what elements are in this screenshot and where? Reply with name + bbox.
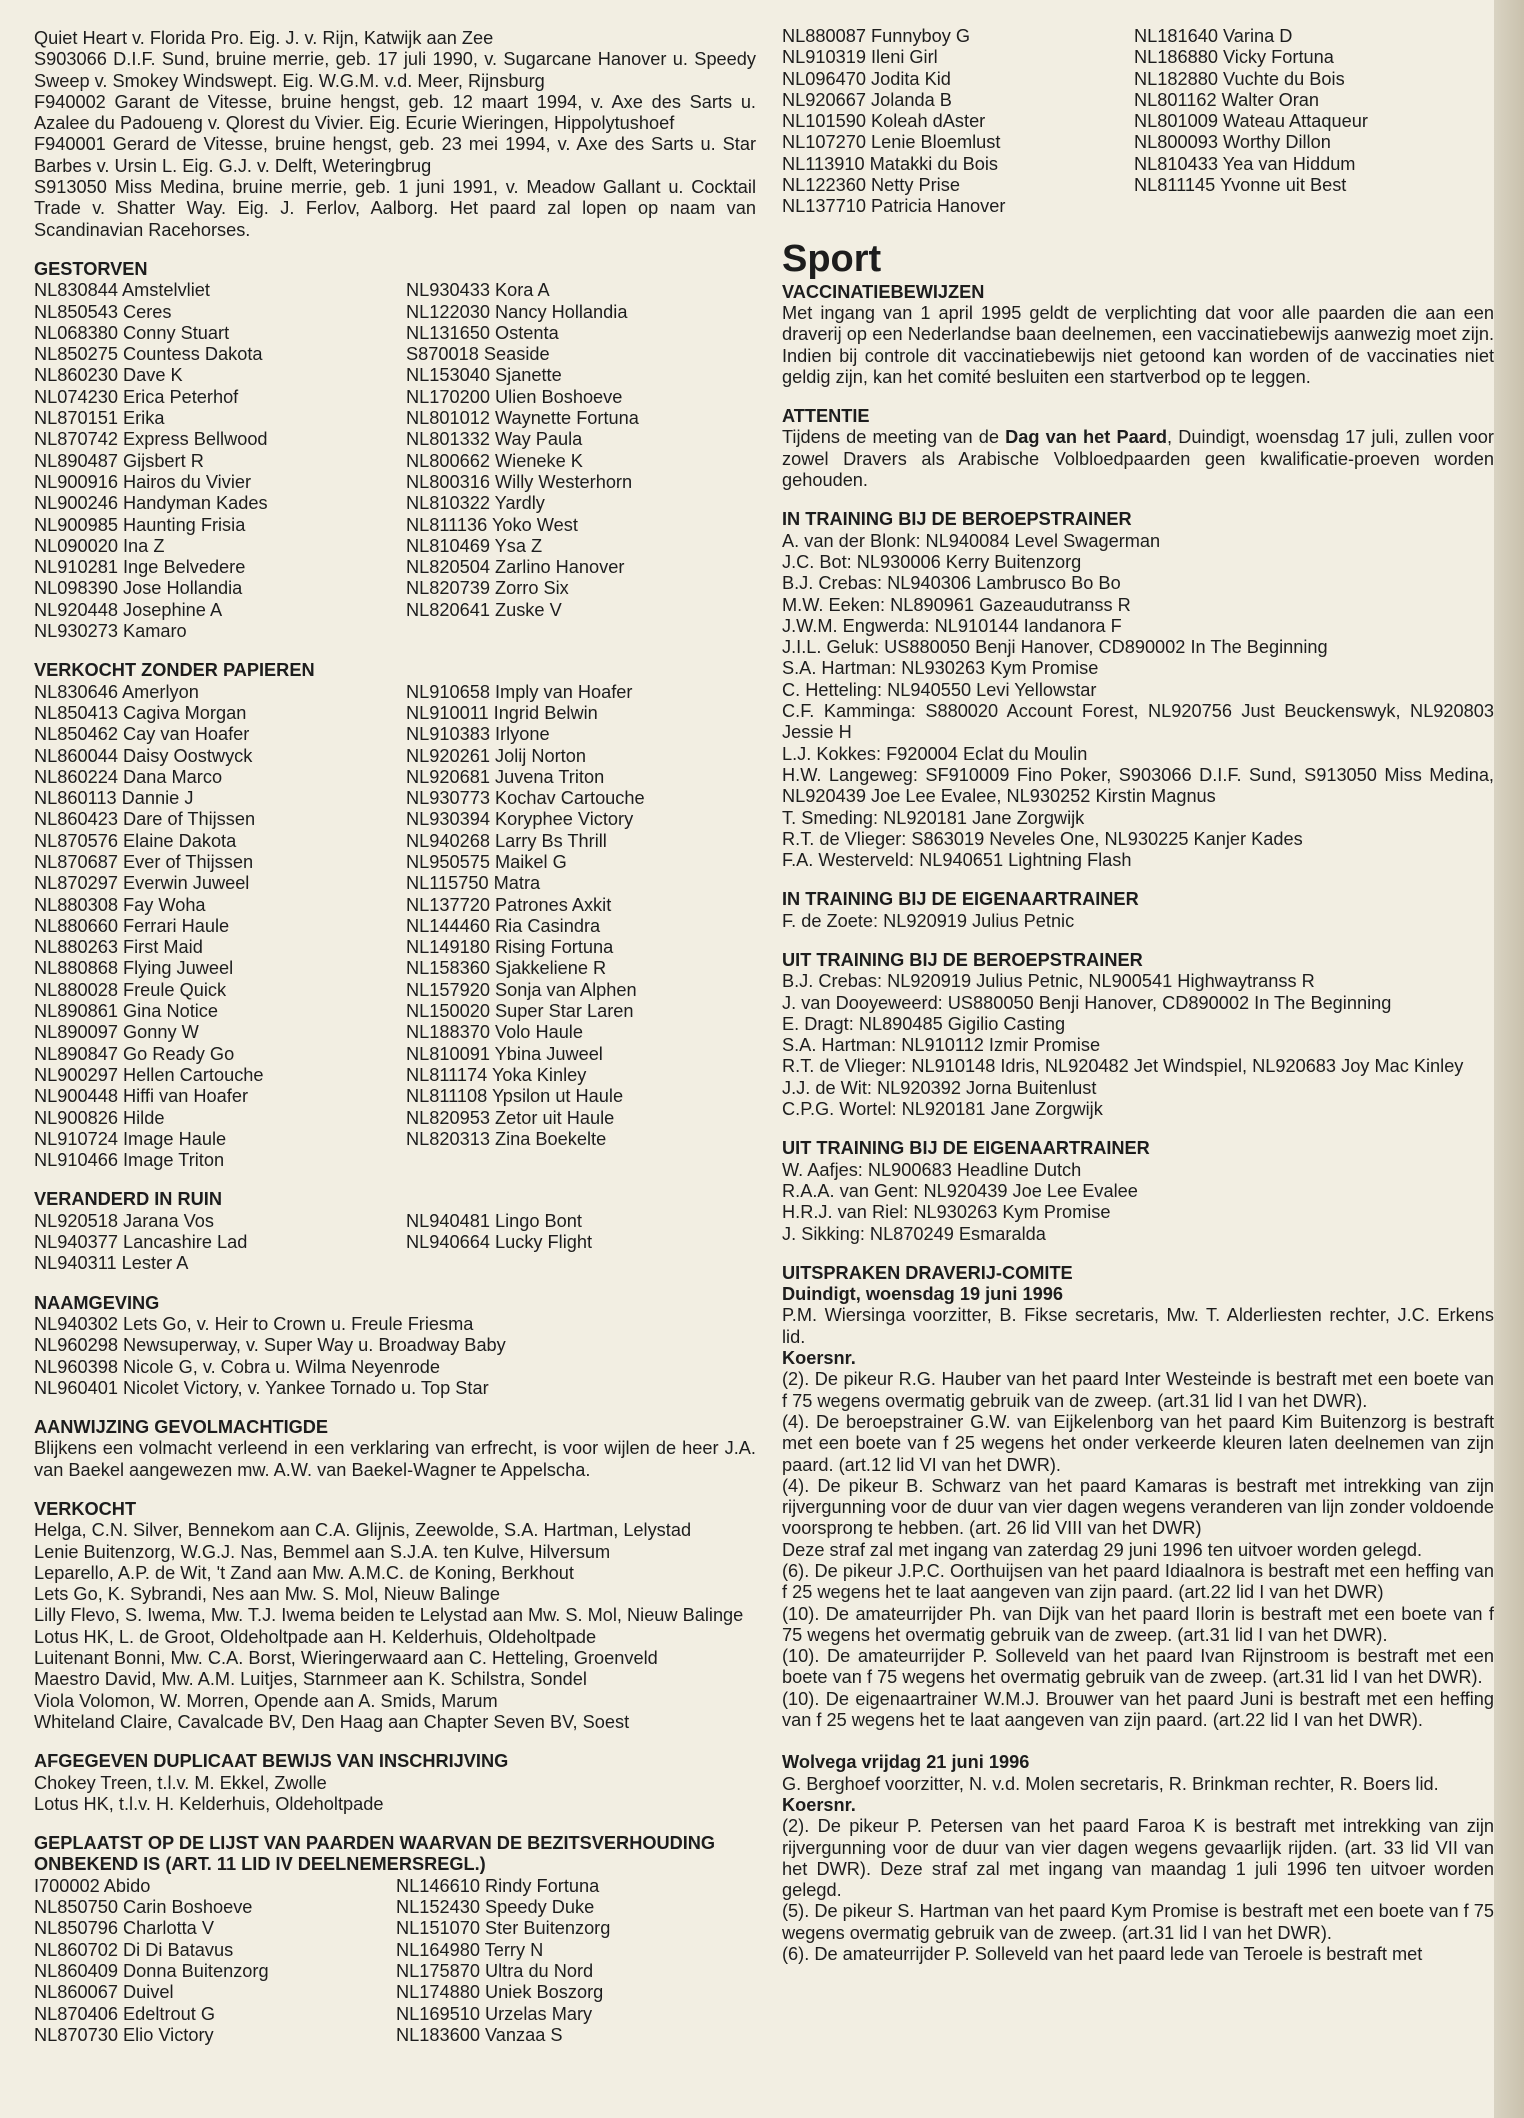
list-item: J.J. de Wit: NL920392 Jorna Buitenlust xyxy=(782,1077,1097,1098)
list-item: NL830646 Amerlyon xyxy=(34,681,199,702)
list-item: NL152430 Speedy Duke xyxy=(396,1897,595,1918)
intro-line: F940002 Garant de Vitesse, bruine hengst, geb. 12 maart 1994, v. Axe des Sarts u. Azalee du Padoueng v. Qlorest du Vivier. Eig. Ecurie Wieringen, Hippolytushoef xyxy=(34,91,756,134)
list-item: NL074230 Erica Peterhof xyxy=(34,386,239,407)
list-item: NL096470 Jodita Kid xyxy=(782,68,951,89)
list-item: C. Hetteling: NL940550 Levi Yellowstar xyxy=(782,679,1097,700)
list-item: Chokey Treen, t.l.v. M. Ekkel, Zwolle xyxy=(34,1772,327,1793)
left-column xyxy=(34,28,756,2046)
list-item: NL150020 Super Star Laren xyxy=(406,1001,634,1022)
horse-list-col2 xyxy=(406,682,756,1172)
list-item: NL870576 Elaine Dakota xyxy=(34,830,237,851)
list-item: NL101590 Koleah dAster xyxy=(782,111,986,132)
section-heading: GESTORVEN xyxy=(34,258,148,279)
list-item: (5). De pikeur S. Hartman van het paard Kym Promise is bestraft met een boete van f 75 wegens overmatig gebruik van de zweep. (art.31 lid I van het DWR). xyxy=(782,1901,1494,1943)
attentie-event: Dag van het Paard xyxy=(1005,427,1168,448)
list-item: NL880660 Ferrari Haule xyxy=(34,915,230,936)
list-item: Lets Go, K. Sybrandi, Nes aan Mw. S. Mol, Nieuw Balinge xyxy=(34,1584,501,1605)
section-text xyxy=(782,427,1494,491)
rulings-list xyxy=(782,1816,1494,1965)
list-item: H.R.J. van Riel: NL930263 Kym Promise xyxy=(782,1202,1111,1223)
list-item: NL169510 Urzelas Mary xyxy=(396,2003,593,2024)
section-vaccinatie xyxy=(782,282,1494,388)
list-item: Lenie Buitenzorg, W.G.J. Nas, Bemmel aan S.J.A. ten Kulve, Hilversum xyxy=(34,1541,611,1562)
list-item: R.T. de Vlieger: S863019 Neveles One, NL930225 Kanjer Kades xyxy=(782,828,1303,849)
list-item: W. Aafjes: NL900683 Headline Dutch xyxy=(782,1159,1082,1180)
list-item: NL940302 Lets Go, v. Heir to Crown u. Freule Friesma xyxy=(34,1313,474,1334)
section-heading: ATTENTIE xyxy=(782,406,870,427)
list-item: NL920681 Juvena Triton xyxy=(406,766,605,787)
list-item: NL930273 Kamaro xyxy=(34,621,187,642)
list-item: M.W. Eeken: NL890961 Gazeaudutranss R xyxy=(782,594,1131,615)
list-item: Viola Volomon, W. Morren, Opende aan A. Smids, Marum xyxy=(34,1690,498,1711)
section-uitspraken xyxy=(782,1263,1494,1966)
list-item: (6). De amateurrijder P. Solleveld van het paard lede van Teroele is bestraft met xyxy=(782,1944,1423,1965)
section-heading: VERKOCHT ZONDER PAPIEREN xyxy=(34,660,315,681)
list-item: NL900985 Haunting Frisia xyxy=(34,514,246,535)
duplicaat-list xyxy=(34,1773,756,1816)
list-item: F. de Zoete: NL920919 Julius Petnic xyxy=(782,910,1075,931)
list-item: Lotus HK, L. de Groot, Oldeholtpade aan H. Kelderhuis, Oldeholtpade xyxy=(34,1626,597,1647)
list-item: Helga, C.N. Silver, Bennekom aan C.A. Glijnis, Zeewolde, S.A. Hartman, Lelystad xyxy=(34,1520,692,1541)
list-item: NL850413 Cagiva Morgan xyxy=(34,702,247,723)
intro-line: F940001 Gerard de Vitesse, bruine hengst, geb. 23 mei 1994, v. Axe des Sarts u. Star Barbes v. Ursin L. Eig. G.J. v. Delft, Weteringbrug xyxy=(34,134,756,176)
section-heading: UIT TRAINING BIJ DE BEROEPSTRAINER xyxy=(782,949,1143,970)
list-item: NL801162 Walter Oran xyxy=(1134,89,1319,110)
list-item: I700002 Abido xyxy=(34,1875,151,1896)
list-item: NL960398 Nicole G, v. Cobra u. Wilma Neyenrode xyxy=(34,1356,441,1377)
list-item: Whiteland Claire, Cavalcade BV, Den Haag aan Chapter Seven BV, Soest xyxy=(34,1711,630,1732)
list-item: NL870742 Express Bellwood xyxy=(34,429,268,450)
list-item: J.I.L. Geluk: US880050 Benji Hanover, CD890002 In The Beginning xyxy=(782,637,1328,658)
list-item: NL115750 Matra xyxy=(406,873,541,894)
list-item: Deze straf zal met ingang van zaterdag 29 juni 1996 ten uitvoer worden gelegd. xyxy=(782,1539,1422,1560)
list-item: NL930394 Koryphee Victory xyxy=(406,809,634,830)
list-item: NL910383 Irlyone xyxy=(406,724,550,745)
trainer-list xyxy=(782,971,1494,1120)
meeting-heading: Wolvega vrijdag 21 juni 1996 xyxy=(782,1752,1030,1773)
list-item: NL910319 Ileni Girl xyxy=(782,47,938,68)
list-item: NL930433 Kora A xyxy=(406,280,550,301)
list-item: NL820504 Zarlino Hanover xyxy=(406,557,625,578)
list-item: Maestro David, Mw. A.M. Luitjes, Starnmeer aan K. Schilstra, Sondel xyxy=(34,1669,587,1690)
list-item: NL910011 Ingrid Belwin xyxy=(406,702,598,723)
list-item: Luitenant Bonni, Mw. C.A. Borst, Wieringerwaard aan C. Hetteling, Groenveld xyxy=(34,1648,658,1669)
section-text: Blijkens een volmacht verleend in een verklaring van erfrecht, is voor wijlen de heer J.A. van Baekel aangewezen mw. A.W. van Baekel-Wagner te Appelscha. xyxy=(34,1438,756,1480)
section-attentie xyxy=(782,406,1494,491)
section-heading: UIT TRAINING BIJ DE EIGENAARTRAINER xyxy=(782,1138,1150,1159)
list-item: (2). De pikeur R.G. Hauber van het paard Inter Westeinde is bestraft met een boete van f 75 wegens overmatig gebruik van de zweep. (art.31 lid I van het DWR). xyxy=(782,1369,1494,1411)
list-item: NL158360 Sjakkeliene R xyxy=(406,958,607,979)
list-item: NL810322 Yardly xyxy=(406,493,545,514)
intro-line: Quiet Heart v. Florida Pro. Eig. J. v. Rijn, Katwijk aan Zee xyxy=(34,28,494,48)
section-heading: UITSPRAKEN DRAVERIJ-COMITE xyxy=(782,1262,1073,1283)
list-item: NL186880 Vicky Fortuna xyxy=(1134,47,1334,68)
koers-label: Koersnr. xyxy=(782,1794,856,1815)
list-item: NL960298 Newsuperway, v. Super Way u. Broadway Baby xyxy=(34,1335,506,1356)
list-item: NL181640 Varina D xyxy=(1134,26,1293,46)
list-item: NL870730 Elio Victory xyxy=(34,2024,214,2045)
list-item: NL137720 Patrones Axkit xyxy=(406,894,612,915)
list-item: (6). De pikeur J.P.C. Oorthuijsen van het paard Idiaalnora is bestraft met een heffing van f 25 wegens het te laat aangeven van zijn paard. (art.22 lid I van het DWR) xyxy=(782,1561,1494,1603)
next-page-edge xyxy=(1494,0,1524,2118)
list-item: J. van Dooyeweerd: US880050 Benji Hanover, CD890002 In The Beginning xyxy=(782,992,1392,1013)
section-uit-training-beroeps xyxy=(782,950,1494,1120)
list-item: NL801012 Waynette Fortuna xyxy=(406,408,639,429)
list-item: NL870297 Everwin Juweel xyxy=(34,873,250,894)
list-item: F.A. Westerveld: NL940651 Lightning Flash xyxy=(782,850,1132,871)
rulings-list xyxy=(782,1369,1494,1731)
list-item: NL850275 Countess Dakota xyxy=(34,344,263,365)
list-item: (10). De amateurrijder P. Solleveld van het paard Ivan Rijnstroom is bestraft met een boete van f 75 wegens het overmatig gebruik van de zweep. (art.31 lid I van het DWR). xyxy=(782,1646,1494,1688)
list-item: NL900826 Hilde xyxy=(34,1107,165,1128)
list-item: (4). De beroepstrainer G.W. van Eijkelenborg van het paard Kim Buitenzorg is bestraft met een boete van f 25 wegens het onder verkeerde kleuren laten deelnemen van zijn paard. (art.12 lid VI van het DWR). xyxy=(782,1411,1494,1475)
list-item: NL098390 Jose Hollandia xyxy=(34,578,243,599)
intro-registrations xyxy=(34,28,756,241)
list-item: NL860409 Donna Buitenzorg xyxy=(34,1960,269,1981)
list-item: NL801009 Wateau Attaqueur xyxy=(1134,111,1368,132)
list-item: NL810091 Ybina Juweel xyxy=(406,1043,603,1064)
section-uit-training-eigenaar xyxy=(782,1138,1494,1244)
list-item: NL860423 Dare of Thijssen xyxy=(34,809,256,830)
list-item: NL880263 First Maid xyxy=(34,937,203,958)
list-item: R.A.A. van Gent: NL920439 Joe Lee Evalee xyxy=(782,1180,1138,1201)
list-item: NL151070 Ster Buitenzorg xyxy=(396,1918,611,1939)
list-item: NL174880 Uniek Boszorg xyxy=(396,1982,604,2003)
list-item: NL860702 Di Di Batavus xyxy=(34,1939,234,1960)
section-onbekend xyxy=(34,1833,756,2046)
list-item: NL801332 Way Paula xyxy=(406,429,583,450)
trainer-list xyxy=(782,531,1494,872)
list-item: NL090020 Ina Z xyxy=(34,535,165,556)
list-item: NL870406 Edeltrout G xyxy=(34,2003,215,2024)
list-item: NL830844 Amstelvliet xyxy=(34,280,210,301)
list-item: Leparello, A.P. de Wit, 't Zand aan Mw. A.M.C. de Koning, Berkhout xyxy=(34,1562,574,1583)
koers-label: Koersnr. xyxy=(782,1348,856,1369)
list-item: NL940268 Larry Bs Thrill xyxy=(406,830,607,851)
list-item: NL175870 Ultra du Nord xyxy=(396,1960,594,1981)
list-item: NL870151 Erika xyxy=(34,408,165,429)
list-item: NL820641 Zuske V xyxy=(406,599,562,620)
section-naamgeving xyxy=(34,1293,756,1399)
list-item: S.A. Hartman: NL910112 Izmir Promise xyxy=(782,1035,1101,1056)
list-item: NL910724 Image Haule xyxy=(34,1128,227,1149)
list-item: NL850462 Cay van Hoafer xyxy=(34,724,250,745)
section-heading: VERKOCHT xyxy=(34,1499,137,1519)
trainer-list xyxy=(782,1160,1494,1245)
section-veranderd-in-ruin xyxy=(34,1189,756,1274)
section-gestorven xyxy=(34,259,756,642)
list-item: NL860113 Dannie J xyxy=(34,788,194,809)
list-item: NL920261 Jolij Norton xyxy=(406,745,586,766)
list-item: NL800316 Willy Westerhorn xyxy=(406,471,633,492)
list-item: NL188370 Volo Haule xyxy=(406,1022,583,1043)
list-item: NL170200 Ulien Boshoeve xyxy=(406,386,623,407)
horse-list-col1 xyxy=(782,26,1134,218)
list-item: NL113910 Matakki du Bois xyxy=(782,153,999,174)
section-text: Met ingang van 1 april 1995 geldt de verplichting dat voor alle paarden die aan een draverij op een Nederlandse baan deelnemen, een vaccinatiebewijs aanwezig moet zijn. Indien bij controle dit vaccinatiebewijs niet getoond kan worden of de vaccinaties niet geldig zijn, kan het comité besluiten een startverbod op te leggen. xyxy=(782,302,1494,387)
attentie-post: , Duindigt, woensdag 17 juli, zullen voor zowel Dravers als Arabische Volbloedpaarden geen kwalificatie-proeven worden gehouden. xyxy=(782,427,1494,491)
list-item: NL850543 Ceres xyxy=(34,301,172,322)
comite-members: G. Berghoef voorzitter, N. v.d. Molen secretaris, R. Brinkman rechter, R. Boers lid. xyxy=(782,1773,1439,1794)
list-item: NL900916 Hairos du Vivier xyxy=(34,471,252,492)
list-item: B.J. Crebas: NL920919 Julius Petnic, NL900541 Highwaytranss R xyxy=(782,971,1315,992)
verkocht-list xyxy=(34,1520,756,1733)
list-item: NL800662 Wieneke K xyxy=(406,450,583,471)
list-item: NL940481 Lingo Bont xyxy=(406,1210,582,1231)
list-item: NL860224 Dana Marco xyxy=(34,766,223,787)
list-item: NL149180 Rising Fortuna xyxy=(406,937,614,958)
list-item: C.F. Kamminga: S880020 Account Forest, NL920756 Just Beuckenswyk, NL920803 Jessie H xyxy=(782,701,1494,743)
list-item: NL811145 Yvonne uit Best xyxy=(1134,175,1347,196)
list-item: NL940664 Lucky Flight xyxy=(406,1232,593,1253)
list-item: L.J. Kokkes: F920004 Eclat du Moulin xyxy=(782,743,1088,764)
meeting-heading: Duindigt, woensdag 19 juni 1996 xyxy=(782,1284,1063,1305)
list-item: Lotus HK, t.l.v. H. Kelderhuis, Oldeholtpade xyxy=(34,1793,384,1814)
section-heading: AFGEGEVEN DUPLICAAT BEWIJS VAN INSCHRIJVING xyxy=(34,1751,509,1772)
list-item: NL860067 Duivel xyxy=(34,1982,174,2003)
list-item: NL131650 Ostenta xyxy=(406,322,559,343)
list-item: H.W. Langeweg: SF910009 Fino Poker, S903066 D.I.F. Sund, S913050 Miss Medina, NL920439 Joe Lee Evalee, NL930252 Kirstin Magnus xyxy=(782,764,1494,807)
list-item: NL900246 Handyman Kades xyxy=(34,493,268,514)
horse-list-col2 xyxy=(396,1876,756,2046)
horse-list-col2 xyxy=(406,1211,756,1275)
section-duplicaat xyxy=(34,1751,756,1815)
list-item: J.W.M. Engwerda: NL910144 Iandanora F xyxy=(782,615,1122,636)
list-item: NL930773 Kochav Cartouche xyxy=(406,788,645,809)
list-item: NL144460 Ria Casindra xyxy=(406,915,601,936)
sport-title: Sport xyxy=(782,237,882,280)
section-verkocht xyxy=(34,1499,756,1733)
list-item: NL183600 Vanzaa S xyxy=(396,2024,563,2045)
horse-list-col2 xyxy=(1134,26,1368,218)
list-item: NL910466 Image Triton xyxy=(34,1150,225,1171)
section-heading: VERANDERD IN RUIN xyxy=(34,1189,222,1210)
list-item: NL810469 Ysa Z xyxy=(406,535,543,556)
list-item: NL870687 Ever of Thijssen xyxy=(34,851,254,872)
list-item: NL122360 Netty Prise xyxy=(782,175,960,196)
list-item: NL940377 Lancashire Lad xyxy=(34,1232,248,1253)
list-item: NL107270 Lenie Bloemlust xyxy=(782,132,1001,153)
list-item: J. Sikking: NL870249 Esmaralda xyxy=(782,1223,1046,1244)
list-item: S.A. Hartman: NL930263 Kym Promise xyxy=(782,658,1099,679)
list-item: NL800093 Worthy Dillon xyxy=(1134,132,1331,153)
list-item: NL920448 Josephine A xyxy=(34,599,223,620)
list-item: NL860044 Daisy Oostwyck xyxy=(34,745,253,766)
list-item: NL890097 Gonny W xyxy=(34,1022,199,1043)
intro-line: S913050 Miss Medina, bruine merrie, geb. 1 juni 1991, v. Meadow Gallant u. Cocktail Trade v. Shatter Way. Eig. J. Ferlov, Aalborg. Het paard zal lopen op naam van Scandinavian Racehorses. xyxy=(34,177,756,240)
list-item: NL890487 Gijsbert R xyxy=(34,450,204,471)
list-item: NL880028 Freule Quick xyxy=(34,979,227,1000)
section-heading: NAAMGEVING xyxy=(34,1292,160,1313)
list-item: NL920667 Jolanda B xyxy=(782,89,952,110)
section-heading: GEPLAATST OP DE LIJST VAN PAARDEN WAARVAN DE BEZITSVERHOUDING ONBEKEND IS (ART. 11 LID IV DEELNEMERSREGL.) xyxy=(34,1833,716,1875)
list-item: NL164980 Terry N xyxy=(396,1939,544,1960)
naamgeving-list xyxy=(34,1314,756,1399)
list-item: NL153040 Sjanette xyxy=(406,365,562,386)
section-in-training-eigenaar xyxy=(782,889,1494,932)
list-item: NL920518 Jarana Vos xyxy=(34,1210,214,1231)
list-item: NL811174 Yoka Kinley xyxy=(406,1064,587,1085)
list-item: B.J. Crebas: NL940306 Lambrusco Bo Bo xyxy=(782,573,1121,594)
list-item: NL890861 Gina Notice xyxy=(34,1001,219,1022)
list-item: A. van der Blonk: NL940084 Level Swagerman xyxy=(782,530,1161,551)
list-item: NL811136 Yoko West xyxy=(406,514,578,535)
list-item: (2). De pikeur P. Petersen van het paard Faroa K is bestraft met intrekking van zijn rijvergunning voor de duur van vier dagen wegens gevaarlijk rijden. (art. 33 lid VII van het DWR). Deze straf zal met ingang van maandag 1 juli 1996 ten uitvoer worden gelegd. xyxy=(782,1816,1494,1901)
list-item: NL820953 Zetor uit Haule xyxy=(406,1107,615,1128)
list-item: NL880868 Flying Juweel xyxy=(34,958,234,979)
list-item: NL811108 Ypsilon ut Haule xyxy=(406,1086,624,1107)
list-item: NL122030 Nancy Hollandia xyxy=(406,301,628,322)
list-item: NL820313 Zina Boekelte xyxy=(406,1128,607,1149)
section-heading: IN TRAINING BIJ DE BEROEPSTRAINER xyxy=(782,509,1132,530)
horse-list-col1 xyxy=(34,1876,396,2046)
list-item: NL182880 Vuchte du Bois xyxy=(1134,68,1345,89)
section-gevolmachtigde xyxy=(34,1417,756,1481)
horse-list-col1 xyxy=(34,280,406,642)
list-item: (10). De amateurrijder Ph. van Dijk van het paard Ilorin is bestraft met een boete van f 75 wegens het overmatig gebruik van de zweep. (art.31 lid I van het DWR). xyxy=(782,1603,1494,1645)
list-item: NL960401 Nicolet Victory, v. Yankee Tornado u. Top Star xyxy=(34,1377,489,1398)
list-item: NL940311 Lester A xyxy=(34,1253,189,1274)
list-item: E. Dragt: NL890485 Gigilio Casting xyxy=(782,1013,1066,1034)
intro-line: S903066 D.I.F. Sund, bruine merrie, geb. 17 juli 1990, v. Sugarcane Hanover u. Speedy Sweep v. Smokey Windswept. Eig. W.G.M. v.d. Meer, Rijnsburg xyxy=(34,49,756,91)
list-item: NL810433 Yea van Hiddum xyxy=(1134,153,1356,174)
right-column xyxy=(782,26,1494,1965)
list-item: NL146610 Rindy Fortuna xyxy=(396,1875,600,1896)
list-item: (4). De pikeur B. Schwarz van het paard Kamaras is bestraft met intrekking van zijn rijvergunning voor de duur van vier dagen wegens veranderen van lijn zonder voldoende voorsprong te hebben. (art. 26 lid VIII van het DWR) xyxy=(782,1475,1494,1539)
section-verkocht-zonder-papieren xyxy=(34,660,756,1171)
list-item: NL910658 Imply van Hoafer xyxy=(406,681,633,702)
list-item: NL157920 Sonja van Alphen xyxy=(406,979,637,1000)
list-item: NL850796 Charlotta V xyxy=(34,1918,214,1939)
horse-list-col1 xyxy=(34,682,406,1172)
section-heading: IN TRAINING BIJ DE EIGENAARTRAINER xyxy=(782,889,1139,910)
list-item: NL890847 Go Ready Go xyxy=(34,1043,235,1064)
list-item: NL880087 Funnyboy G xyxy=(782,26,971,46)
section-heading: AANWIJZING GEVOLMACHTIGDE xyxy=(34,1417,329,1438)
list-item: NL910281 Inge Belvedere xyxy=(34,557,246,578)
list-item: J.C. Bot: NL930006 Kerry Buitenzorg xyxy=(782,551,1082,572)
list-item: NL950575 Maikel G xyxy=(406,851,567,872)
section-in-training-beroeps xyxy=(782,509,1494,871)
section-heading: VACCINATIEBEWIJZEN xyxy=(782,281,985,302)
trainer-list xyxy=(782,911,1494,932)
list-item: C.P.G. Wortel: NL920181 Jane Zorgwijk xyxy=(782,1099,1103,1120)
list-item: NL900297 Hellen Cartouche xyxy=(34,1064,264,1085)
list-item: NL068380 Conny Stuart xyxy=(34,322,230,343)
list-item: NL860230 Dave K xyxy=(34,365,183,386)
list-item: NL137710 Patricia Hanover xyxy=(782,196,1006,217)
horse-list-col1 xyxy=(34,1211,406,1275)
attentie-pre: Tijdens de meeting van de xyxy=(782,427,1006,448)
list-item: T. Smeding: NL920181 Jane Zorgwijk xyxy=(782,807,1085,828)
list-item: NL850750 Carin Boshoeve xyxy=(34,1897,253,1918)
horse-list-col2 xyxy=(406,280,756,642)
list-item: Lilly Flevo, S. Iwema, Mw. T.J. Iwema beiden te Lelystad aan Mw. S. Mol, Nieuw Balinge xyxy=(34,1605,744,1626)
comite-members: P.M. Wiersinga voorzitter, B. Fikse secretaris, Mw. T. Alderliesten rechter, J.C. Erkens lid. xyxy=(782,1305,1494,1347)
list-item: R.T. de Vlieger: NL910148 Idris, NL920482 Jet Windspiel, NL920683 Joy Mac Kinley xyxy=(782,1056,1464,1077)
list-item: NL880308 Fay Woha xyxy=(34,894,206,915)
list-item: S870018 Seaside xyxy=(406,344,550,365)
list-item: NL820739 Zorro Six xyxy=(406,578,569,599)
list-item: NL900448 Hiffi van Hoafer xyxy=(34,1086,249,1107)
list-item: (10). De eigenaartrainer W.M.J. Brouwer van het paard Juni is bestraft met een heffing van f 25 wegens het te laat aangeven van zijn paard. (art.22 lid I van het DWR). xyxy=(782,1688,1494,1731)
